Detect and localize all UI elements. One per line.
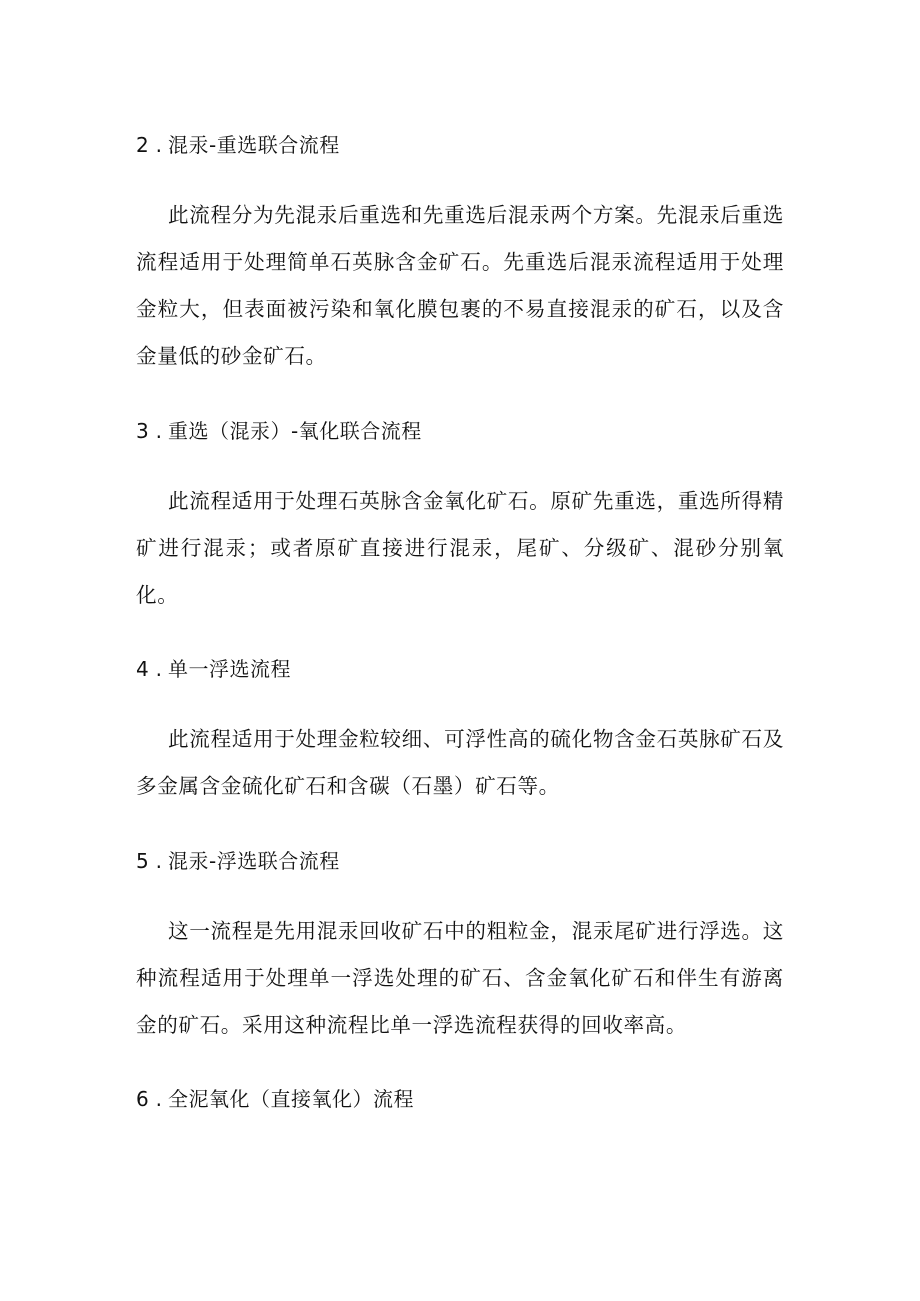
section-separator: . (155, 657, 163, 681)
section-paragraph-3: 此流程适用于处理石英脉含金氧化矿石。原矿先重选，重选所得精矿进行混汞；或者原矿直接进行混汞，尾矿、分级矿、混砂分别氧化。 (136, 489, 784, 607)
section-number: 6 (136, 1087, 150, 1111)
section-heading-2 (136, 132, 340, 158)
section-title: 单一浮选流程 (168, 657, 291, 681)
section-title: 混汞-重选联合流程 (168, 133, 340, 157)
section-separator: . (155, 133, 163, 157)
section-number: 2 (136, 133, 150, 157)
section-heading-4 (136, 656, 291, 682)
section-paragraph-2: 此流程分为先混汞后重选和先重选后混汞两个方案。先混汞后重选流程适用于处理简单石英脉含金矿石。先重选后混汞流程适用于处理金粒大，但表面被污染和氧化膜包裹的不易直接混汞的矿石，以及含金量低的砂金矿石。 (136, 203, 784, 368)
section-paragraph-5: 这一流程是先用混汞回收矿石中的粗粒金，混汞尾矿进行浮选。这种流程适用于处理单一浮选处理的矿石、含金氧化矿石和伴生有游离金的矿石。采用这种流程比单一浮选流程获得的回收率高。 (136, 919, 784, 1037)
section-separator: . (155, 849, 163, 873)
section-number: 4 (136, 657, 150, 681)
section-heading-6 (136, 1086, 414, 1112)
section-separator: . (155, 419, 163, 443)
section-title: 全泥氧化（直接氧化）流程 (168, 1087, 414, 1111)
section-heading-3 (136, 418, 422, 444)
section-title: 混汞-浮选联合流程 (168, 849, 340, 873)
section-title: 重选（混汞）-氧化联合流程 (168, 419, 422, 443)
section-number: 5 (136, 849, 150, 873)
section-paragraph-4: 此流程适用于处理金粒较细、可浮性高的硫化物含金石英脉矿石及多金属含金硫化矿石和含碳（石墨）矿石等。 (136, 727, 784, 798)
section-separator: . (155, 1087, 163, 1111)
section-number: 3 (136, 419, 150, 443)
section-heading-5 (136, 848, 340, 874)
